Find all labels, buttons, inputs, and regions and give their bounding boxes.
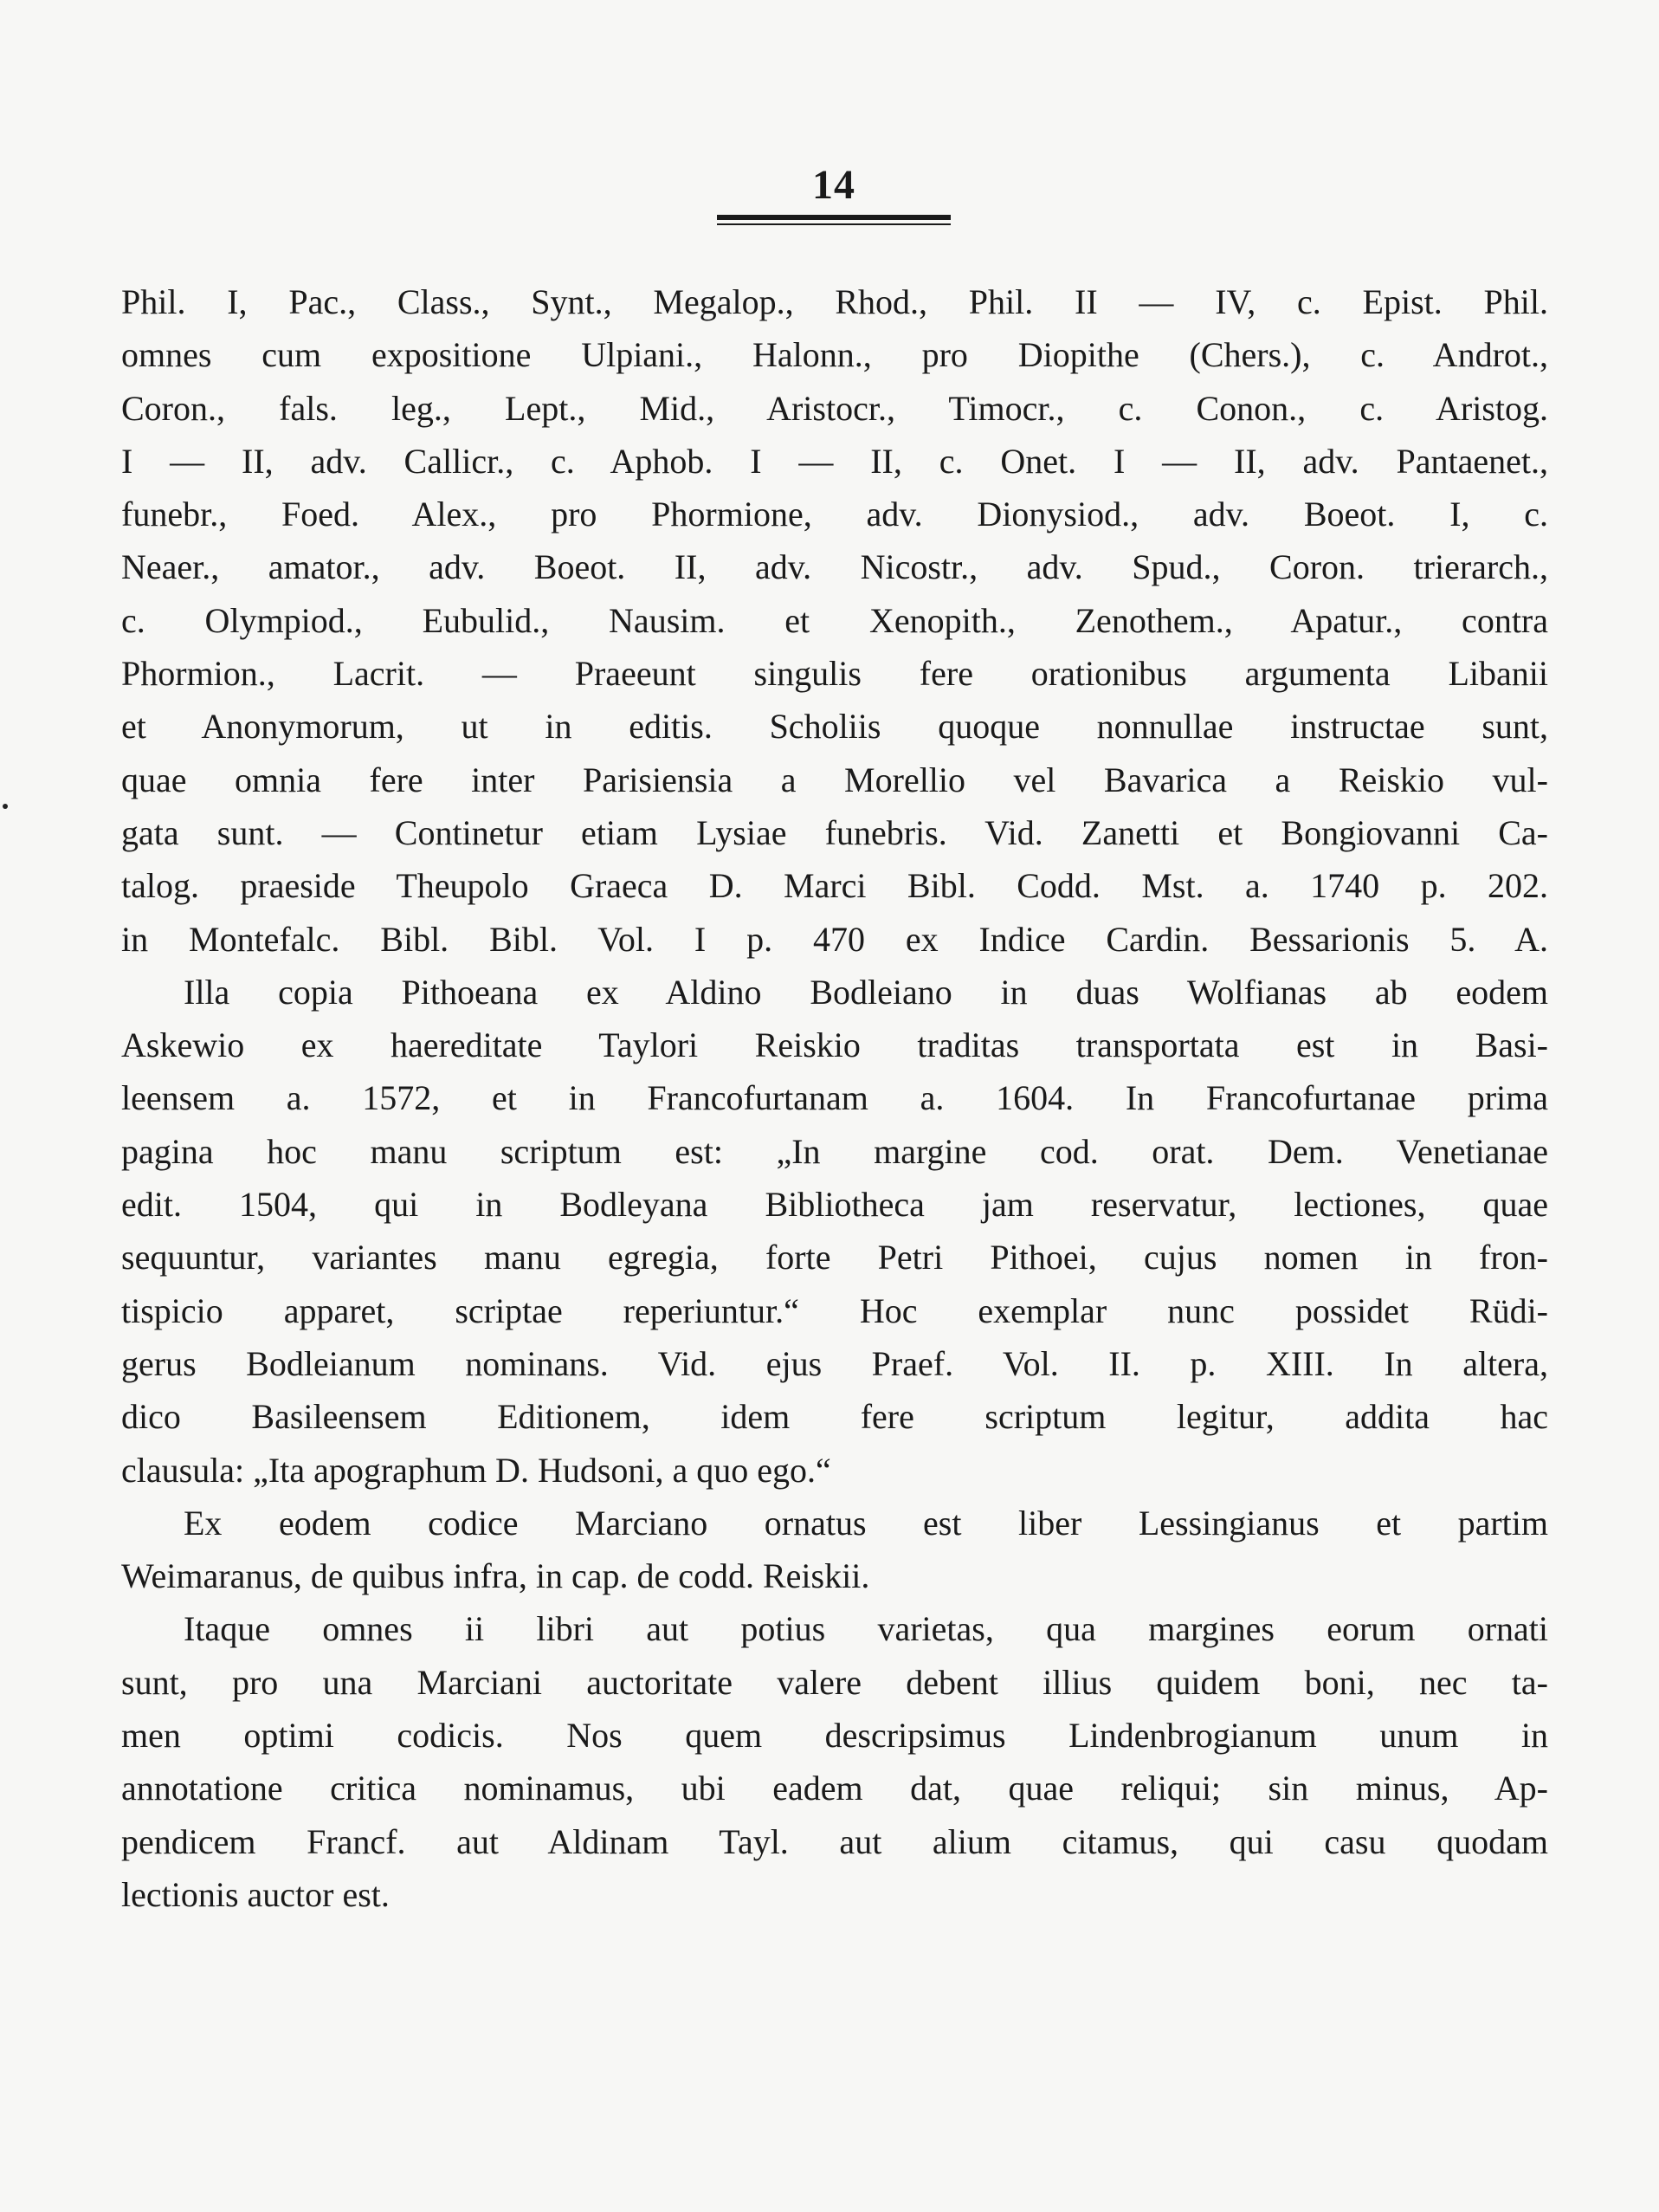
text-line: Coron., fals. leg., Lept., Mid., Aristocr., Timocr., c. Conon., c. Aristog.	[121, 388, 1548, 428]
text-line: c. Olympiod., Eubulid., Nausim. et Xenopith., Zenothem., Apatur., contra	[121, 600, 1548, 640]
text-line: annotatione critica nominamus, ubi eadem dat, quae reliqui; sin minus, Ap-	[121, 1769, 1548, 1808]
text-line: tispicio apparet, scriptae reperiuntur.“ Hoc exemplar nunc possidet Rüdi-	[121, 1290, 1548, 1330]
text-line: quae omnia fere inter Parisiensia a Morellio vel Bavarica a Reiskio vul-	[121, 760, 1548, 799]
text-line: talog. praeside Theupolo Graeca D. Marci Bibl. Codd. Mst. a. 1740 p. 202.	[121, 866, 1548, 906]
text-line: et Anonymorum, ut in editis. Scholiis quoque nonnullae instructae sunt,	[121, 707, 1548, 747]
text-line: Phil. I, Pac., Class., Synt., Megalop., Rhod., Phil. II — IV, c. Epist. Phil.	[121, 282, 1548, 321]
header-rule-thin	[717, 223, 951, 225]
text-line: dico Basileensem Editionem, idem fere scriptum legitur, addita hac	[121, 1397, 1548, 1437]
paragraph-start-line: Ex eodem codice Marciano ornatus est liber Lessingianus et partim	[184, 1503, 1548, 1543]
text-line: gerus Bodleianum nominans. Vid. ejus Praef. Vol. II. p. XIII. In altera,	[121, 1343, 1548, 1383]
text-line: clausula: „Ita apographum D. Hudsoni, a quo ego.“	[121, 1450, 831, 1490]
text-line: pendicem Francf. aut Aldinam Tayl. aut alium citamus, qui casu quodam	[121, 1821, 1548, 1861]
text-line: Askewio ex haereditate Taylori Reiskio traditas transportata est in Basi-	[121, 1025, 1548, 1065]
text-line: Phormion., Lacrit. — Praeeunt singulis fere orationibus argumenta Libanii	[121, 654, 1548, 694]
paragraph-start-line: Illa copia Pithoeana ex Aldino Bodleiano in duas Wolfianas ab eodem	[184, 972, 1548, 1012]
body-text	[121, 275, 1548, 1921]
text-line: sunt, pro una Marciani auctoritate valere debent illius quidem boni, nec ta-	[121, 1662, 1548, 1702]
text-line: men optimi codicis. Nos quem descripsimus Lindenbrogianum unum in	[121, 1716, 1548, 1756]
text-line: omnes cum expositione Ulpiani., Halonn., pro Diopithe (Chers.), c. Androt.,	[121, 335, 1548, 375]
text-line: funebr., Foed. Alex., pro Phormione, adv. Dionysiod., adv. Boeot. I, c.	[121, 495, 1548, 534]
text-line: in Montefalc. Bibl. Bibl. Vol. I p. 470 ex Indice Cardin. Bessarionis 5. A.	[121, 919, 1548, 959]
text-line: lectionis auctor est.	[121, 1874, 390, 1914]
text-line: Neaer., amator., adv. Boeot. II, adv. Nicostr., adv. Spud., Coron. trierarch.,	[121, 547, 1548, 587]
text-line: edit. 1504, qui in Bodleyana Bibliotheca jam reservatur, lectiones, quae	[121, 1185, 1548, 1225]
text-line: pagina hoc manu scriptum est: „In margine cod. orat. Dem. Venetianae	[121, 1131, 1548, 1171]
text-line: Weimaranus, de quibus infra, in cap. de codd. Reiskii.	[121, 1556, 870, 1596]
paragraph-start-line: Itaque omnes ii libri aut potius varietas, qua margines eorum ornati	[184, 1609, 1548, 1649]
text-line: gata sunt. — Continetur etiam Lysiae funebris. Vid. Zanetti et Bongiovanni Ca-	[121, 812, 1548, 852]
header-rule-thick	[717, 215, 951, 220]
text-line: sequuntur, variantes manu egregia, forte Petri Pithoei, cujus nomen in fron-	[121, 1238, 1548, 1277]
margin-speck	[3, 804, 8, 809]
text-line: I — II, adv. Callicr., c. Aphob. I — II, c. Onet. I — II, adv. Pantaenet.,	[121, 441, 1548, 481]
text-line: leensem a. 1572, et in Francofurtanam a. 1604. In Francofurtanae prima	[121, 1078, 1548, 1118]
page-number: 14	[812, 162, 855, 208]
